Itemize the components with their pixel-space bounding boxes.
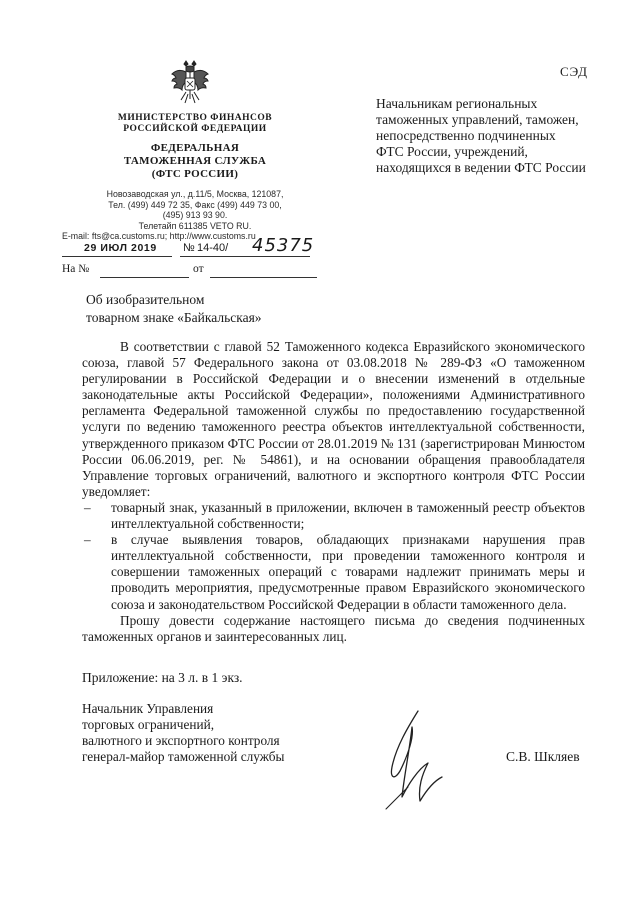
handwritten-signature	[378, 707, 448, 812]
letter-body	[82, 339, 585, 645]
russian-emblem-icon	[170, 60, 210, 106]
registration-date-stamp: 29 ИЮЛ 2019	[84, 242, 157, 254]
reference-line	[62, 263, 322, 281]
signer-name: С.В. Шкляев	[506, 749, 580, 764]
reference-date-label: от	[193, 263, 204, 275]
registration-line	[62, 237, 322, 259]
sender-block	[62, 113, 320, 242]
bullet-dash: –	[84, 532, 91, 548]
body-bullet-item: – в случае выявления товаров, обладающих признаками нарушения прав интеллектуальной собственности, при проведении таможенного контроля и совершении таможенных операций с товарами надлежит принимать меры и проводить мероприятия, предусмотренные правом Евразийского экономического союза и законодательством Российской Федерации в области таможенного дела.	[84, 532, 585, 612]
attachment-note: Приложение: на 3 л. в 1 экз.	[82, 670, 243, 685]
body-closing-paragraph: Прошу довести содержание настоящего письма до сведения подчиненных таможенных органов и заинтересованных лиц.	[82, 612, 585, 644]
sender-address: Новозаводская ул., д.11/5, Москва, 121087, Тел. (499) 449 72 35, Факс (499) 449 73 00, (495) 913 93 90. Телетайп 611385 VETO RU. E-mail: fts@ca.customs.ru; http://www.customs.ru	[70, 189, 320, 242]
date-underline	[62, 256, 172, 257]
addressee-block: Начальникам региональных таможенных управлений, таможен, непосредственно подчиненных ФТС России, учреждений, находящихся в ведении ФТС России	[376, 96, 586, 175]
body-intro-paragraph: В соответствии с главой 52 Таможенного кодекса Евразийского экономического союза, главой 57 Федерального закона от 03.08.2018 № 289-ФЗ «О таможенном регулировании в Российской Федерации и о внесении изменений в отдельные законодательные акты Российской Федерации», положениями Административного регламента Федеральной таможенной службы по предоставлению государственной услуги по ведению таможенного реестра объектов интеллектуальной собственности, утвержденного приказом ФТС России от 28.01.2019 № 131 (зарегистрирован Минюстом России 06.06.2019, рег. № 54861), и на основании обращения правообладателя Управление торговых ограничений, валютного и экспортного контроля ФТС России уведомляет:	[82, 339, 585, 499]
ministry-name: МИНИСТЕРСТВО ФИНАНСОВ РОССИЙСКОЙ ФЕДЕРАЦИИ	[117, 113, 273, 134]
letter-subject: Об изобразительном товарном знаке «Байкальская»	[86, 292, 262, 325]
number-underline	[180, 256, 310, 257]
sender-contacts-email: E-mail: fts@ca.customs.ru; http://www.customs.ru	[62, 231, 256, 241]
service-name: ФЕДЕРАЛЬНАЯ ТАМОЖЕННАЯ СЛУЖБА (ФТС РОССИИ)	[123, 142, 267, 180]
body-bullet-item: – товарный знак, указанный в приложении, включен в таможенный реестр объектов интеллектуальной собственности;	[84, 499, 585, 532]
reference-number-label: На №	[62, 263, 90, 275]
reference-number-blank	[100, 277, 189, 278]
number-label: №	[183, 242, 195, 254]
reference-date-blank	[210, 277, 317, 278]
signer-position: Начальник Управления торговых ограничений, валютного и экспортного контроля генерал-майор таможенной службы	[82, 701, 285, 764]
registration-number-prefix: 14-40/	[197, 242, 229, 254]
bullet-dash: –	[84, 499, 91, 515]
registration-number-handwritten: 45375	[252, 235, 315, 256]
sed-mark: СЭД	[560, 64, 589, 79]
